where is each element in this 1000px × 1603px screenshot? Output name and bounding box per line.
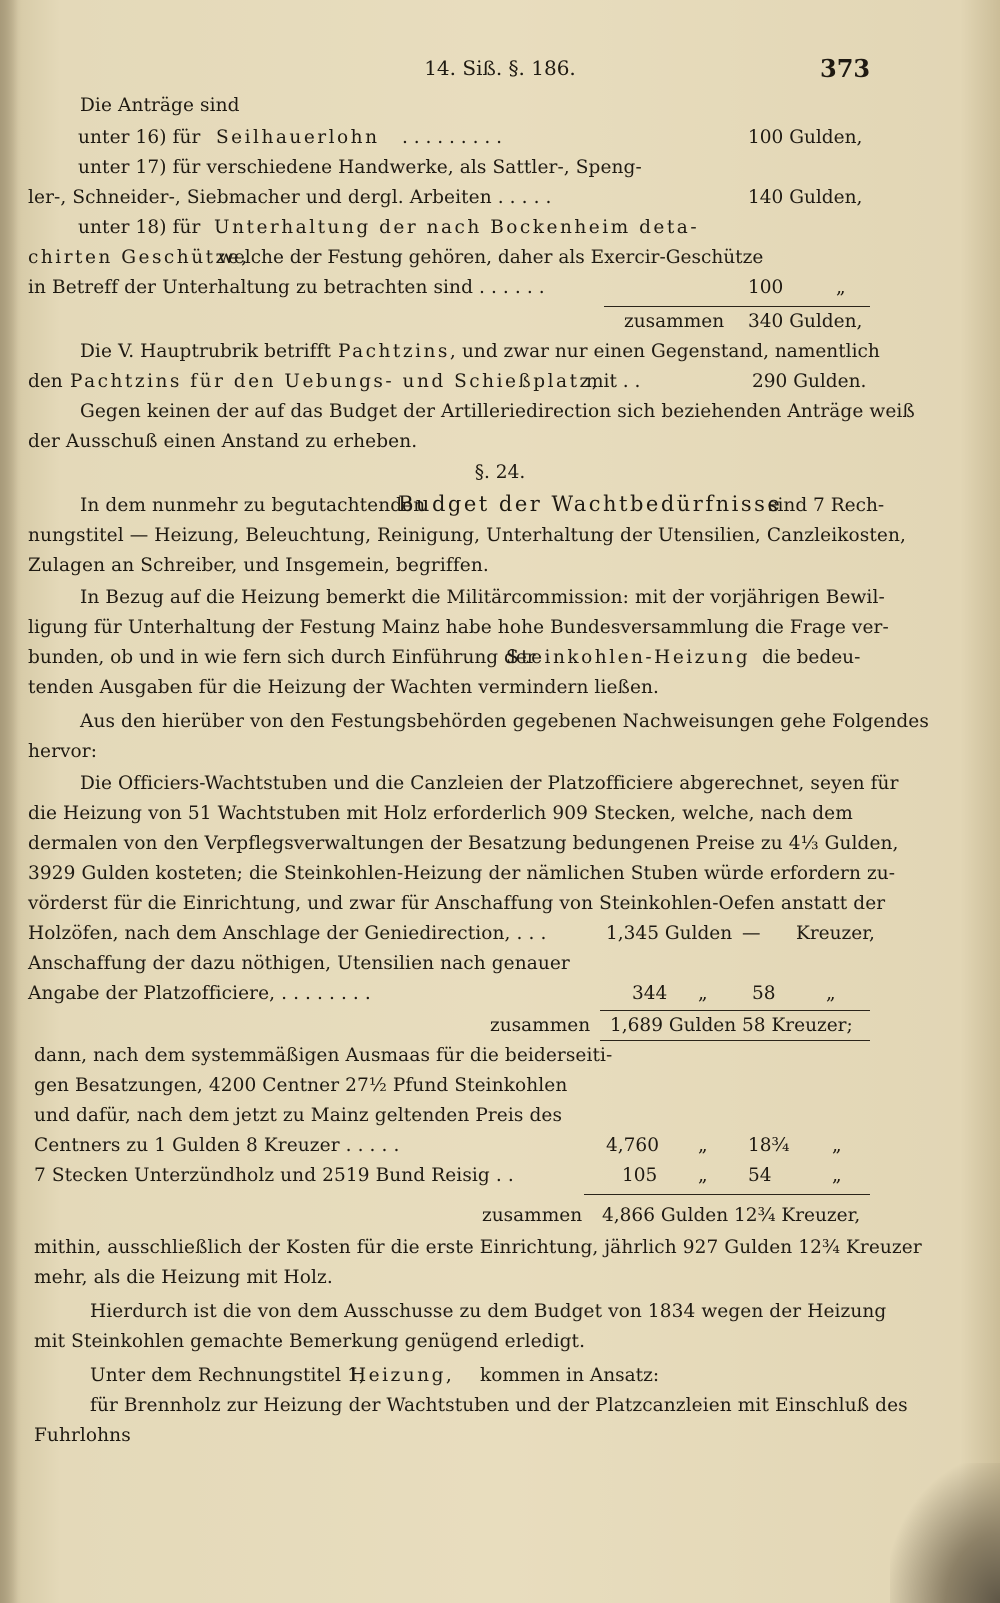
ditto-mark: „ bbox=[698, 1165, 708, 1186]
emphasis-text: Seilhauerlohn bbox=[216, 127, 380, 148]
text-line: Aus den hierüber von den Festungsbehörden gegebenen Nachweisungen gehe Folgendes bbox=[80, 711, 929, 732]
text-line: und zwar nur einen Gegenstand, namentlich bbox=[462, 341, 880, 362]
amount: 290 Gulden. bbox=[752, 371, 867, 392]
amount: 58 bbox=[752, 983, 776, 1004]
amount: 54 bbox=[748, 1165, 772, 1186]
text-line: ler-, Schneider-, Siebmacher und dergl. Arbeiten . . . . . bbox=[28, 187, 552, 208]
text-line: Holzöfen, nach dem Anschlage der Geniedirection, . . . bbox=[28, 923, 547, 944]
text-line: Die V. Hauptrubrik betrifft bbox=[80, 341, 332, 362]
text-line: In Bezug auf die Heizung bemerkt die Militärcommission: mit der vorjährigen Bewil- bbox=[80, 587, 885, 608]
text-line: mehr, als die Heizung mit Holz. bbox=[34, 1267, 333, 1288]
text-line: Die Anträge sind bbox=[80, 95, 240, 116]
ditto-mark: „ bbox=[836, 277, 846, 298]
amount: 344 bbox=[632, 983, 668, 1004]
text-line: unter 17) für verschiedene Handwerke, als Sattler-, Speng- bbox=[78, 157, 642, 178]
page-number: 373 bbox=[820, 54, 871, 83]
sum-rule bbox=[600, 1010, 870, 1011]
text-line: Zulagen an Schreiber, und Insgemein, begriffen. bbox=[28, 555, 489, 576]
text-line: welche der Festung gehören, daher als Exercir-Geschütze bbox=[218, 247, 764, 268]
total-label: zusammen bbox=[490, 1015, 591, 1036]
total-amount: 340 Gulden, bbox=[748, 311, 863, 332]
left-edge-shadow bbox=[0, 0, 18, 1603]
text-line: den bbox=[28, 371, 63, 392]
amount: 105 bbox=[622, 1165, 658, 1186]
text-line: gen Besatzungen, 4200 Centner 27½ Pfund Steinkohlen bbox=[34, 1075, 568, 1096]
text-line: in Betreff der Unterhaltung zu betrachten sind . . . . . . bbox=[28, 277, 545, 298]
total-label: zusammen bbox=[624, 311, 725, 332]
text-line: hervor: bbox=[28, 741, 98, 762]
text-line: Unter dem Rechnungstitel 1, bbox=[90, 1365, 365, 1386]
text-line: In dem nunmehr zu begutachtenden bbox=[80, 495, 426, 516]
amount: 4,760 bbox=[606, 1135, 659, 1156]
total-amount: 4,866 Gulden 12¾ Kreuzer, bbox=[602, 1205, 861, 1226]
ditto-mark: „ bbox=[826, 983, 836, 1004]
text-line: Hierdurch ist die von dem Ausschusse zu dem Budget von 1834 wegen der Heizung bbox=[90, 1301, 887, 1322]
amount: 140 Gulden, bbox=[748, 187, 863, 208]
running-header: 14. Siß. §. 186. bbox=[424, 56, 576, 80]
text-line: tenden Ausgaben für die Heizung der Wachten vermindern ließen. bbox=[28, 677, 660, 698]
dash: — bbox=[742, 923, 761, 944]
amount: 18¾ bbox=[748, 1135, 790, 1156]
total-amount: 1,689 Gulden 58 Kreuzer; bbox=[610, 1015, 853, 1036]
text-line: unter 18) für bbox=[78, 217, 201, 238]
text-line: die bedeu- bbox=[762, 647, 861, 668]
sum-rule bbox=[600, 1040, 870, 1041]
ditto-mark: „ bbox=[832, 1165, 842, 1186]
total-label: zusammen bbox=[482, 1205, 583, 1226]
text-line: nungstitel — Heizung, Beleuchtung, Reinigung, Unterhaltung der Utensilien, Canzleikosten, bbox=[28, 525, 906, 546]
text-line: Anschaffung der dazu nöthigen, Utensilien nach genauer bbox=[28, 953, 570, 974]
text-line: 3929 Gulden kosteten; die Steinkohlen-Heizung der nämlichen Stuben würde erfordern zu- bbox=[28, 863, 896, 884]
sum-rule bbox=[604, 306, 870, 307]
emphasis-text: Unterhaltung der nach Bockenheim deta- bbox=[214, 217, 700, 238]
text-line: die Heizung von 51 Wachtstuben mit Holz erforderlich 909 Stecken, welche, nach dem bbox=[28, 803, 853, 824]
text-line: der Ausschuß einen Anstand zu erheben. bbox=[28, 431, 418, 452]
text-line: bunden, ob und in wie fern sich durch Einführung der bbox=[28, 647, 536, 668]
emphasis-text: Steinkohlen-Heizung bbox=[506, 647, 751, 668]
unit-label: Kreuzer, bbox=[796, 923, 875, 944]
emphasis-heading: Budget der Wachtbedürfnisse bbox=[398, 492, 783, 516]
text-line: dann, nach dem systemmäßigen Ausmaas für die beiderseiti- bbox=[34, 1045, 613, 1066]
text-line: Angabe der Platzofficiere, . . . . . . . . bbox=[28, 983, 371, 1004]
ditto-mark: „ bbox=[698, 983, 708, 1004]
sum-rule bbox=[584, 1194, 870, 1195]
emphasis-text: Pachtzins für den Uebungs- und Schießplatz, bbox=[70, 371, 601, 392]
text-line: unter 16) für bbox=[78, 127, 201, 148]
text-line: und dafür, nach dem jetzt zu Mainz geltenden Preis des bbox=[34, 1105, 563, 1126]
text-line: 7 Stecken Unterzündholz und 2519 Bund Reisig . . bbox=[34, 1165, 514, 1186]
amount: 100 bbox=[748, 277, 784, 298]
emphasis-text: Pachtzins, bbox=[338, 341, 459, 362]
text-line: vörderst für die Einrichtung, und zwar für Anschaffung von Steinkohlen-Oefen anstatt der bbox=[28, 893, 886, 914]
text-line: Fuhrlohns bbox=[34, 1425, 131, 1446]
text-line: dermalen von den Verpflegsverwaltungen der Besatzung bedungenen Preise zu 4⅓ Gulden, bbox=[28, 833, 899, 854]
amount: 1,345 Gulden bbox=[606, 923, 733, 944]
emphasis-text: Heizung, bbox=[350, 1365, 455, 1386]
text-line: Gegen keinen der auf das Budget der Artilleriedirection sich beziehenden Anträge weiß bbox=[80, 401, 915, 422]
text-line: ligung für Unterhaltung der Festung Mainz habe hohe Bundesversammlung die Frage ver- bbox=[28, 617, 889, 638]
text-line: kommen in Ansatz: bbox=[480, 1365, 660, 1386]
text-line: Die Officiers-Wachtstuben und die Canzleien der Platzofficiere abgerechnet, seyen für bbox=[80, 773, 899, 794]
section-heading: §. 24. bbox=[474, 462, 526, 483]
text-line: mit Steinkohlen gemachte Bemerkung genügend erledigt. bbox=[34, 1331, 586, 1352]
text-line: mit . . bbox=[586, 371, 641, 392]
dot-leader: . . . . . . . . . bbox=[402, 127, 502, 148]
amount: 100 Gulden, bbox=[748, 127, 863, 148]
text-line: sind 7 Rech- bbox=[768, 495, 885, 516]
text-line: Centners zu 1 Gulden 8 Kreuzer . . . . . bbox=[34, 1135, 400, 1156]
ditto-mark: „ bbox=[832, 1135, 842, 1156]
emphasis-text: chirten Geschütze, bbox=[28, 247, 250, 268]
text-line: mithin, ausschließlich der Kosten für die erste Einrichtung, jährlich 927 Gulden 12¾ Kreuzer bbox=[34, 1237, 922, 1258]
ditto-mark: „ bbox=[698, 1135, 708, 1156]
corner-stain bbox=[890, 1463, 1000, 1603]
text-line: für Brennholz zur Heizung der Wachtstuben und der Platzcanzleien mit Einschluß des bbox=[90, 1395, 908, 1416]
